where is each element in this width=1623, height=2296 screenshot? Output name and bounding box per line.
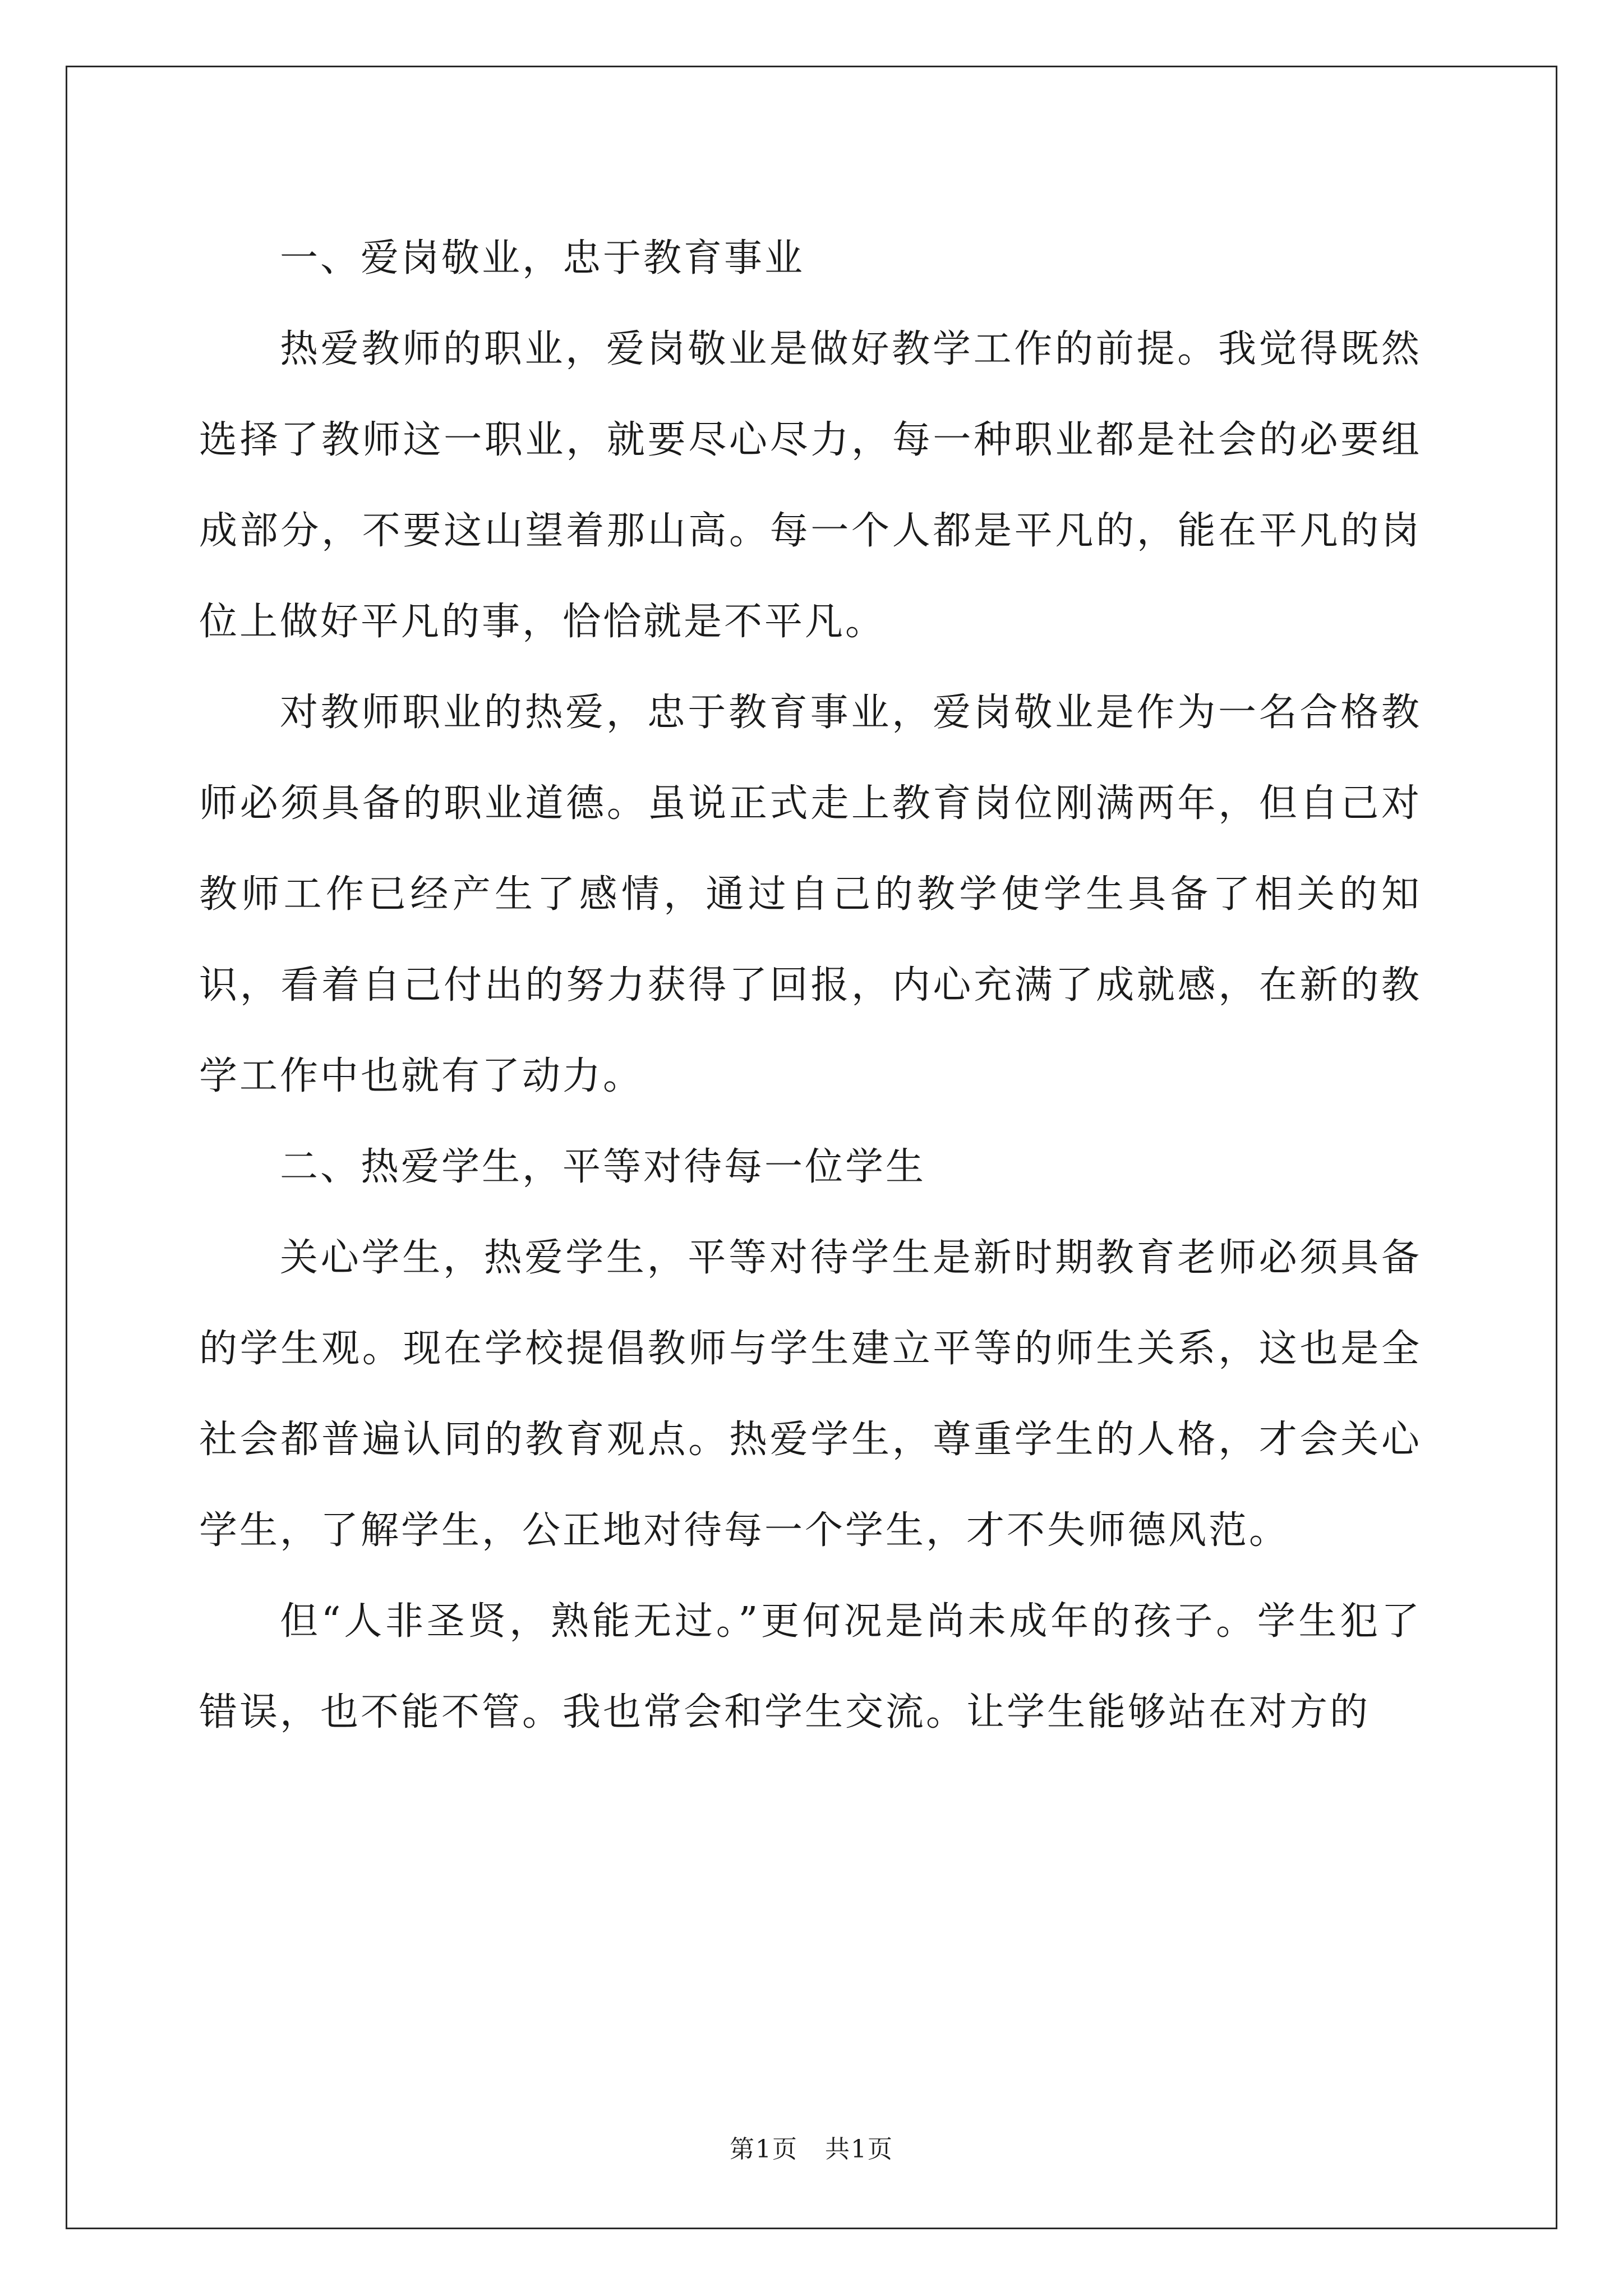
page-footer	[0, 2129, 1623, 2165]
page-total: 共1页	[825, 2135, 893, 2164]
document-body	[199, 213, 1422, 1758]
paragraph: 热爱教师的职业，爱岗敬业是做好教学工作的前提。我觉得既然选择了教师这一职业，就要尽心尽力，每一种职业都是社会的必要组成部分，不要这山望着那山高。每一个人都是平凡的，能在平凡的岗位上做好平凡的事，恰恰就是不平凡。	[199, 327, 1422, 644]
paragraph: 关心学生，热爱学生，平等对待学生是新时期教育老师必须具备的学生观。现在学校提倡教师与学生建立平等的师生关系，这也是全社会都普遍认同的教育观点。热爱学生，尊重学生的人格，才会关心学生，了解学生，公正地对待每一个学生，才不失师德风范。	[199, 1236, 1422, 1553]
section-heading-1: 一、爱岗敬业，忠于教育事业	[280, 236, 805, 280]
paragraph: 对教师职业的热爱，忠于教育事业，爱岗敬业是作为一名合格教师必须具备的职业道德。虽说正式走上教育岗位刚满两年，但自己对教师工作已经产生了感情，通过自己的教学使学生具备了相关的知识，看着自己付出的努力获得了回报，内心充满了成就感，在新的教学工作中也就有了动力。	[199, 691, 1422, 1098]
paragraph: 但“人非圣贤，熟能无过。”更何况是尚未成年的孩子。学生犯了错误，也不能不管。我也常会和学生交流。让学生能够站在对方的	[199, 1599, 1422, 1734]
page-number: 第1页	[730, 2135, 798, 2164]
section-heading-2: 二、热爱学生，平等对待每一位学生	[280, 1145, 926, 1189]
